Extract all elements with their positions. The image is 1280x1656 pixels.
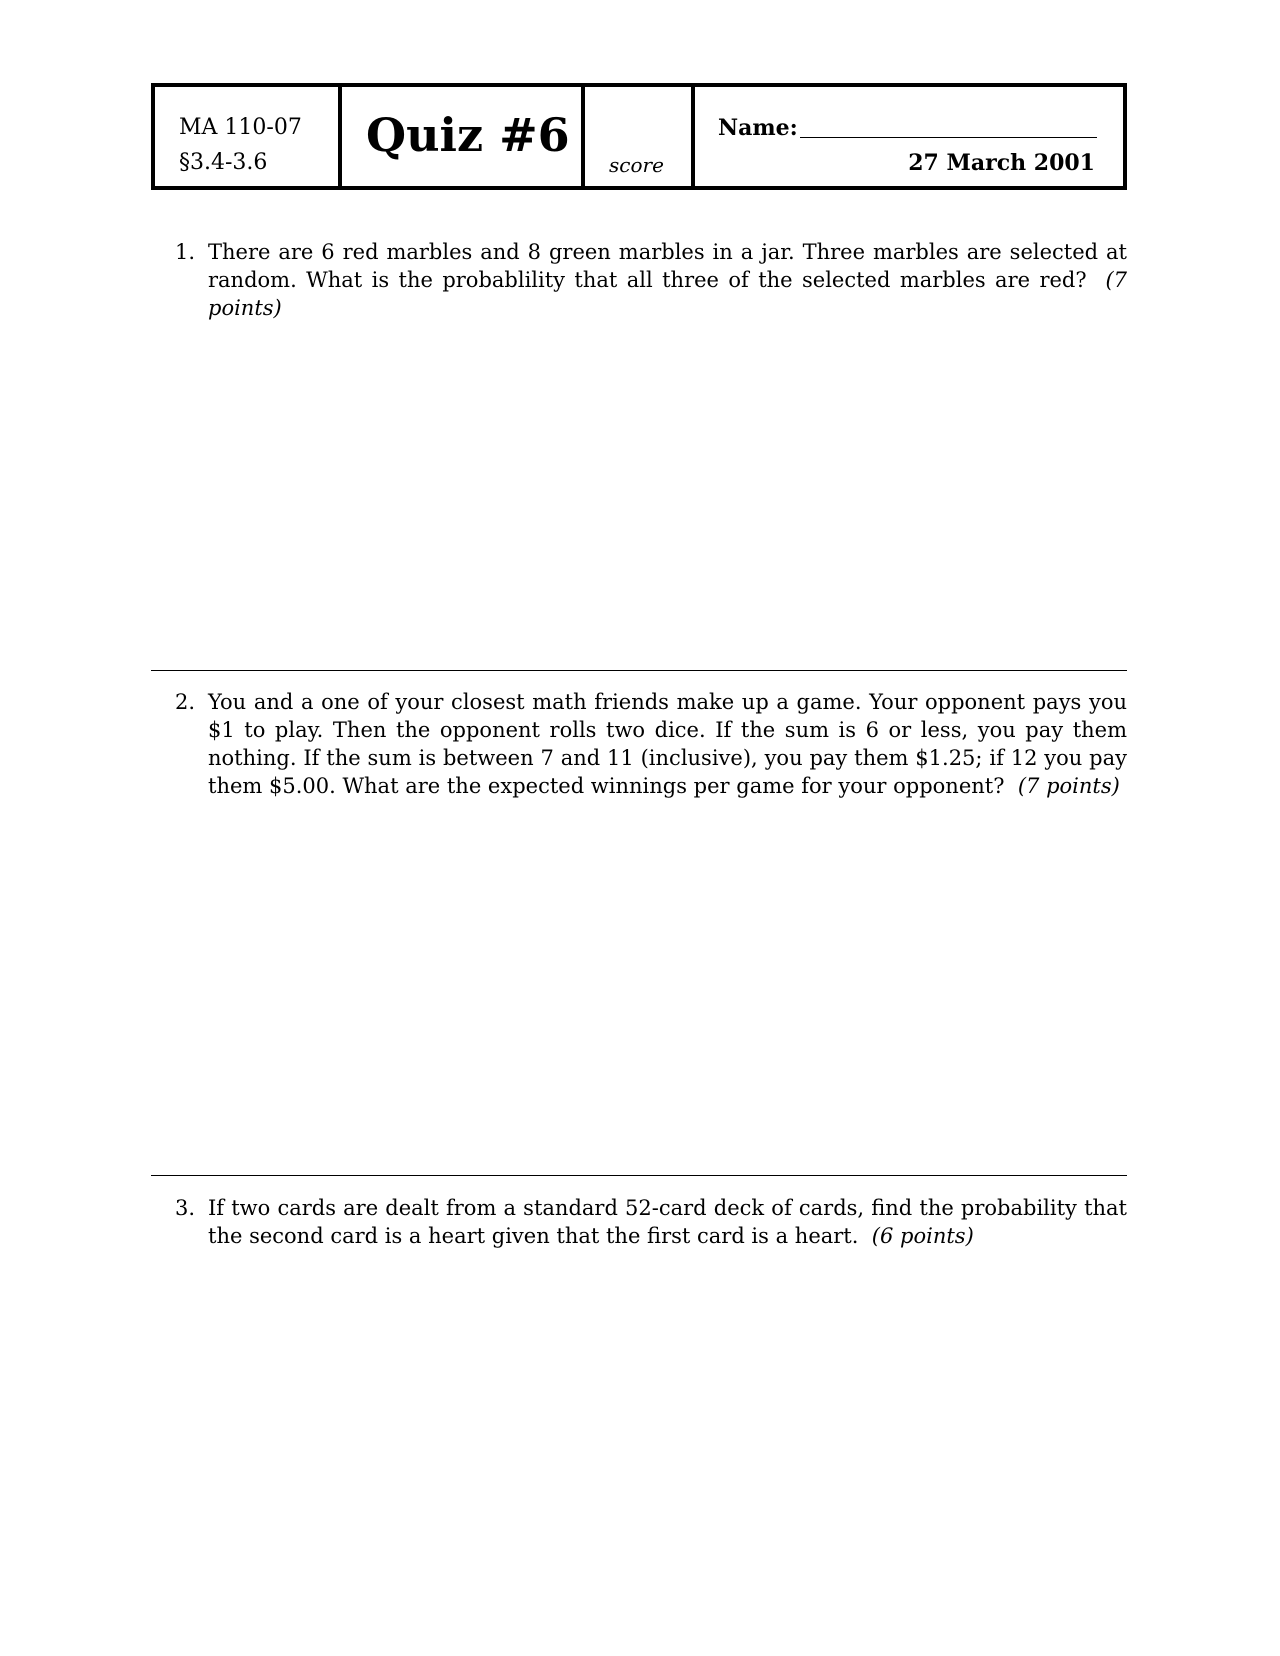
section-divider <box>151 1175 1127 1176</box>
problem-statement: There are 6 red marbles and 8 green marbles in a jar. Three marbles are selected at random. What is the probablility that all three of the selected marbles are red? <box>208 240 1127 292</box>
problem-3 <box>151 1194 1127 1250</box>
score-cell <box>585 87 695 186</box>
problem-points: (7 points) <box>208 268 1127 320</box>
quiz-title: Quiz #6 <box>366 108 570 162</box>
problem-1 <box>151 238 1127 322</box>
problem-points: (7 points) <box>1017 774 1120 798</box>
score-label: score <box>609 153 664 177</box>
course-code: MA 110-07 <box>179 115 302 140</box>
name-label: Name: <box>718 115 798 141</box>
problem-statement: If two cards are dealt from a standard 52-card deck of cards, find the probability that the second card is a heart given that the first card is a heart. <box>208 1196 1127 1248</box>
problem-statement: You and a one of your closest math friends make up a game. Your opponent pays you $1 to play. Then the opponent rolls two dice. If the sum is 6 or less, you pay them nothing. If the sum is between 7 and 11 (inclusive), you pay them $1.25; if 12 you pay them $5.00. What are the expected winnings per game for your opponent? <box>208 690 1127 798</box>
name-blank-line <box>800 137 1097 138</box>
problem-number: 2. <box>175 690 196 714</box>
quiz-header-box <box>151 83 1127 190</box>
problem-number: 1. <box>175 240 196 264</box>
problem-text <box>208 238 1127 322</box>
section-divider <box>151 670 1127 671</box>
quiz-date: 27 March 2001 <box>908 150 1095 176</box>
name-cell <box>695 87 1123 186</box>
course-sections: §3.4-3.6 <box>179 150 268 175</box>
problem-number: 3. <box>175 1196 196 1220</box>
problem-points: (6 points) <box>871 1224 974 1248</box>
problem-2 <box>151 688 1127 800</box>
title-cell <box>342 87 585 186</box>
problem-text <box>208 1194 1127 1250</box>
course-cell <box>155 87 342 186</box>
problem-text <box>208 688 1127 800</box>
